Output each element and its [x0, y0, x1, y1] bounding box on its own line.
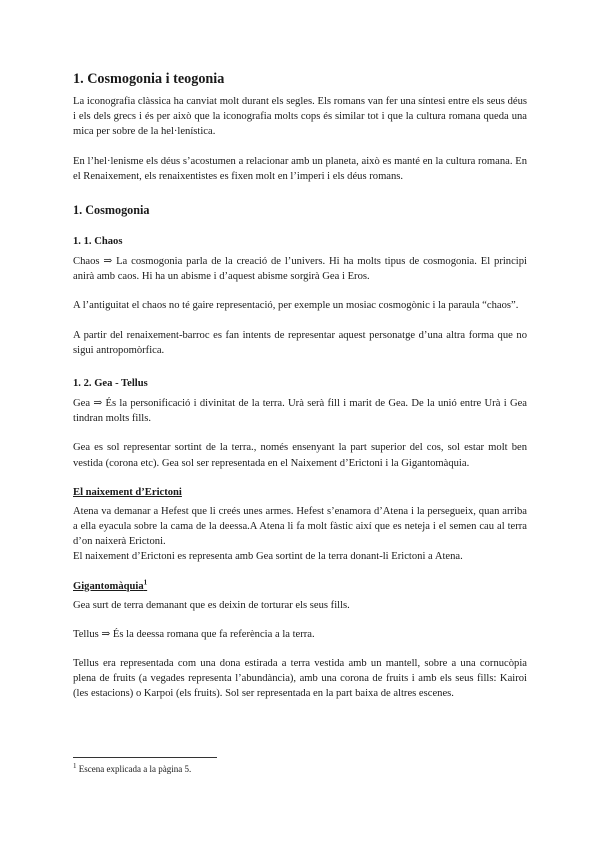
- gigantomaquia-title: Gigantomàquia: [73, 580, 144, 592]
- section-title-cosmogonia: 1. Cosmogonia: [73, 203, 150, 218]
- erictoni-paragraph-2: El naixement d’Erictoni es representa amb Gea sortint de la terra donant-li Erictoni a Atena.: [73, 551, 463, 563]
- tellus-paragraph-1: Tellus ⇒ És la deessa romana que fa referència a la terra.: [73, 628, 315, 640]
- footnote-separator: [73, 757, 217, 758]
- page-title: 1. Cosmogonia i teogonia: [73, 71, 225, 87]
- footnote-text: Escena explicada a la pàgina 5.: [76, 764, 192, 774]
- gea-paragraph-2: Gea es sol representar sortint de la terra., només ensenyant la part superior del cos, sol estar molt ben vestida (corona etc). Gea sol ser representada en el Naixement d’Erictoni i la Gigantomàquia.: [73, 442, 527, 469]
- intro-paragraph-1: La iconografia clàssica ha canviat molt durant els segles. Els romans van fer una síntesi entre els seus déus i els dels grecs i és per això que la iconografia molts cops és similar tot i que la cultura romana queda una mica per sobre de la hel·lenística.: [73, 96, 527, 138]
- subsection-title-gea: 1. 2. Gea - Tellus: [73, 378, 148, 390]
- gea-paragraph-1: Gea ⇒ És la personificació i divinitat de la terra. Urà serà fill i marit de Gea. De la unió entre Urà i Gea tindran molts fills.: [73, 398, 527, 425]
- footnote-reference[interactable]: 1: [143, 578, 148, 587]
- erictoni-paragraph-1: Atena va demanar a Hefest que li creés unes armes. Hefest s’enamora d’Atena i la persegueix, quan arriba a ella eyacula sobre la cama de la deessa.A Atena li fa molt fàstic així que es neteja i el semen cau al terra d’on naixerà Erictoni.: [73, 505, 527, 548]
- chaos-paragraph-3: A partir del renaixement-barroc es fan intents de representar aquest personatge d’una altra forma que no sigui antropomòrfica.: [73, 329, 527, 356]
- chaos-paragraph-2: A l’antiguitat el chaos no té gaire representació, per exemple un mosiac cosmogònic i la paraula “chaos”.: [73, 300, 519, 312]
- subsection-title-chaos: 1. 1. Chaos: [73, 236, 123, 248]
- footnote-number: 1: [73, 762, 77, 770]
- gigantomaquia-paragraph: Gea surt de terra demanant que es deixin de torturar els seus fills.: [73, 599, 350, 611]
- tellus-paragraph-2: Tellus era representada com una dona estirada a terra vestida amb un mantell, sobre a una cornucòpia plena de fruits (a vegades representa l’abundància), amb una corona de fruits i amb els seus fills: Kairoi (les estacions) o Karpoi (els fruits). Sol ser representada en la part baixa de altres escenes.: [73, 658, 527, 700]
- document-body: [73, 70, 527, 702]
- footnote: [73, 763, 527, 775]
- heading-naixement-erictoni: El naixement d’Erictoni: [73, 486, 182, 498]
- heading-gigantomaquia: [73, 579, 527, 594]
- intro-paragraph-2: En l’hel·lenisme els déus s’acostumen a relacionar amb un planeta, això es manté en la cultura romana. En el Renaixement, els renaixentistes es fixen molt en l’imperi i els déus romans.: [73, 155, 527, 182]
- chaos-paragraph-1: Chaos ⇒ La cosmogonia parla de la creació de l’univers. Hi ha molts tipus de cosmogonia. El principi anirà amb caos. Hi ha un abisme i d’aquest abisme sorgirà Gea i Eros.: [73, 256, 527, 283]
